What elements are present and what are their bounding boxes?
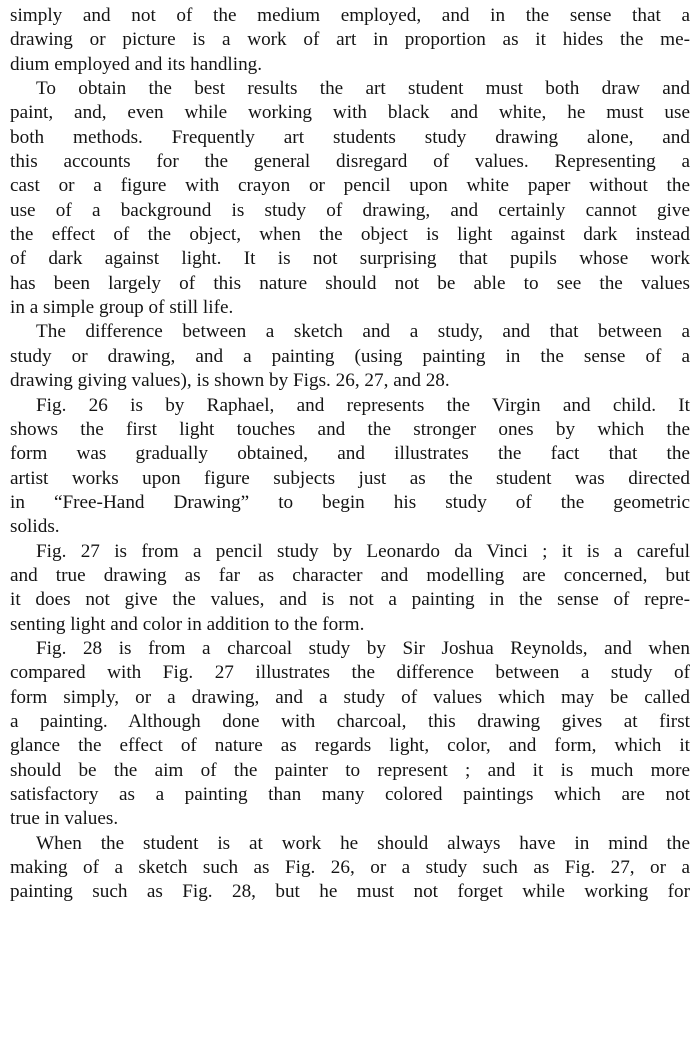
text-line: and true drawing as far as character and modelling are concerned, but xyxy=(10,564,690,586)
text-line: solids. xyxy=(10,516,60,538)
text-line: has been largely of this nature should not be able to see the values xyxy=(10,272,690,294)
paragraph-fig-28 xyxy=(10,637,690,832)
text-line: use of a background is study of drawing, and certainly cannot give xyxy=(10,199,690,221)
paragraph-sketch-vs-study xyxy=(10,320,690,393)
text-line: true in values. xyxy=(10,808,119,830)
text-line: glance the effect of nature as regards light, color, and form, which it xyxy=(10,735,690,757)
text-line: drawing or picture is a work of art in proportion as it hides the me- xyxy=(10,29,690,51)
text-line: shows the first light touches and the stronger ones by which the xyxy=(10,418,690,440)
text-line: should be the aim of the painter to represent ; and it is much more xyxy=(10,759,690,781)
text-line: Fig. 27 is from a pencil study by Leonardo da Vinci ; it is a careful xyxy=(36,540,690,562)
text-line: Fig. 28 is from a charcoal study by Sir Joshua Reynolds, and when xyxy=(36,637,690,659)
text-line: senting light and color in addition to the form. xyxy=(10,613,365,635)
text-line: artist works upon figure subjects just as the student was directed xyxy=(10,467,690,489)
paragraph-1-continuation xyxy=(10,4,690,77)
text-line: form was gradually obtained, and illustrates the fact that the xyxy=(10,443,690,465)
text-line: making of a sketch such as Fig. 26, or a study such as Fig. 27, or a xyxy=(10,857,690,879)
text-line: in a simple group of still life. xyxy=(10,297,234,319)
text-line: form simply, or a drawing, and a study of values which may be called xyxy=(10,686,690,708)
text-line: paint, and, even while working with black and white, he must use xyxy=(10,102,690,124)
paragraph-best-results xyxy=(10,77,690,320)
text-line: it does not give the values, and is not a painting in the sense of repre- xyxy=(10,589,690,611)
text-line: painting such as Fig. 28, but he must not forget while working for xyxy=(10,881,690,903)
text-line: When the student is at work he should always have in mind the xyxy=(36,832,690,854)
paragraph-fig-27 xyxy=(10,540,690,637)
text-line: study or drawing, and a painting (using painting in the sense of a xyxy=(10,345,690,367)
book-page xyxy=(10,4,690,905)
text-line: The difference between a sketch and a study, and that between a xyxy=(36,321,690,343)
text-line: satisfactory as a painting than many colored paintings which are not xyxy=(10,784,690,805)
text-line: cast or a figure with crayon or pencil upon white paper without the xyxy=(10,175,690,197)
text-line: To obtain the best results the art student must both draw and xyxy=(36,78,690,100)
text-line: both methods. Frequently art students study drawing alone, and xyxy=(10,126,690,148)
text-line: Fig. 26 is by Raphael, and represents the Virgin and child. It xyxy=(36,394,690,416)
text-line: dium employed and its handling. xyxy=(10,53,263,75)
paragraph-fig-26 xyxy=(10,394,690,540)
text-line: the effect of the object, when the object is light against dark instead xyxy=(10,224,690,246)
text-line: of dark against light. It is not surprising that pupils whose work xyxy=(10,248,690,270)
text-line: in “Free-Hand Drawing” to begin his study of the geometric xyxy=(10,491,690,513)
text-line: compared with Fig. 27 illustrates the difference between a study of xyxy=(10,662,690,684)
text-line: a painting. Although done with charcoal, this drawing gives at first xyxy=(10,710,690,732)
paragraph-student-at-work xyxy=(10,832,690,905)
text-line: simply and not of the medium employed, and in the sense that a xyxy=(10,5,690,26)
text-line: drawing giving values), is shown by Figs. 26, 27, and 28. xyxy=(10,370,450,392)
text-line: this accounts for the general disregard of values. Representing a xyxy=(10,151,690,173)
